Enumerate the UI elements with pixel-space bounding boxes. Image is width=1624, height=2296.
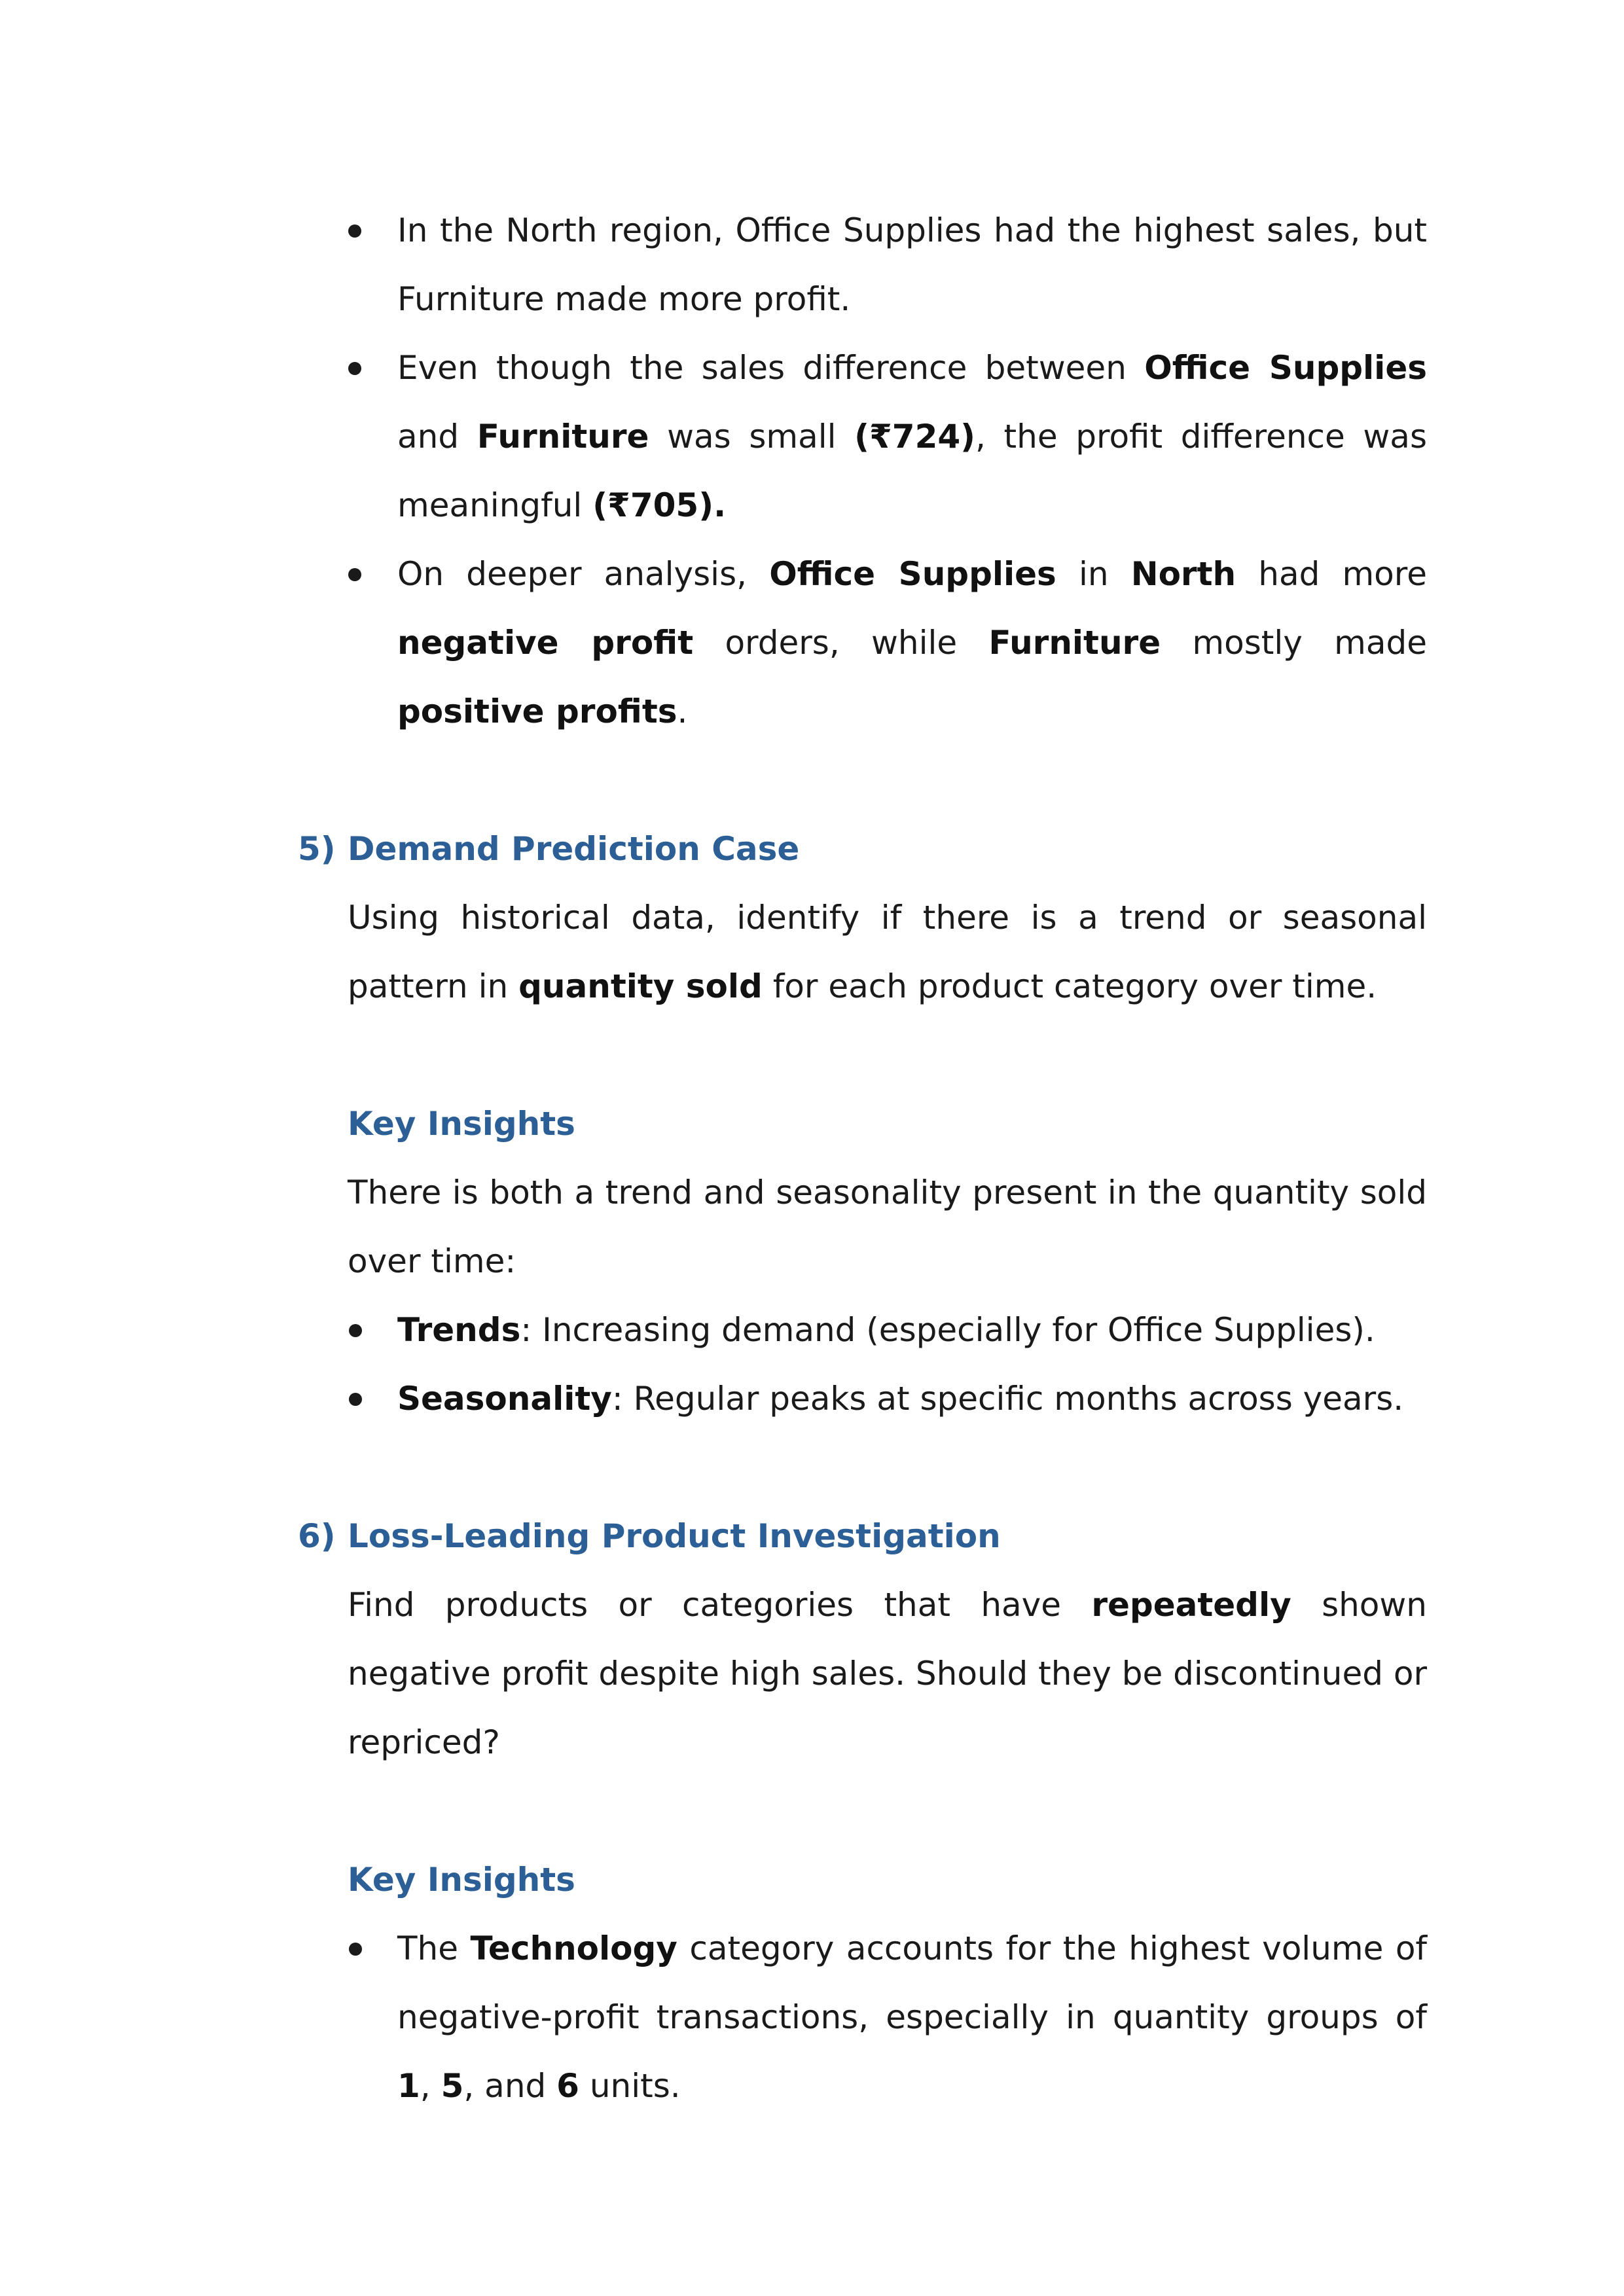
bold-text: 6 [556, 2067, 579, 2105]
text: Even though the sales difference between [397, 349, 1145, 387]
text: shown negative profit despite high sales. Should they be discontinued or repriced? [348, 1586, 1427, 1761]
section-5-insights-list [348, 1296, 1427, 1433]
section-number: 6) [298, 1517, 336, 1555]
bold-text: Trends [397, 1311, 521, 1349]
section-6-question [298, 1571, 1427, 1777]
list-item [298, 334, 1427, 540]
text: : Increasing demand (especially for Office Supplies). [520, 1311, 1375, 1349]
bold-text: Office Supplies [769, 555, 1056, 593]
bold-text: negative profit [397, 624, 694, 662]
text: . [677, 692, 688, 730]
bold-text: Technology [470, 1929, 677, 1967]
section-5-heading [298, 815, 1427, 884]
section-5-insights-wrapper [298, 1296, 1427, 1433]
section-5-question [298, 884, 1427, 1021]
north-region-insights-list [298, 196, 1427, 746]
bold-text: quantity sold [518, 967, 763, 1005]
text: Using historical data, identify if there is a trend or seasonal pattern in [348, 899, 1427, 1005]
text: units. [579, 2067, 681, 2105]
text: The [397, 1929, 471, 1967]
section-6-insights-wrapper [298, 1914, 1427, 2121]
bold-text: North [1130, 555, 1236, 593]
bold-text: 1 [397, 2067, 420, 2105]
section-6-key-insights-heading: Key Insights [348, 1861, 575, 1899]
text: had more [1236, 555, 1427, 593]
bullet-icon [349, 1943, 362, 1956]
list-item [298, 196, 1427, 334]
bold-text: (₹724) [854, 418, 976, 456]
text: , [420, 2067, 441, 2105]
text: in [1056, 555, 1131, 593]
bullet-icon [348, 568, 361, 581]
page-content [298, 196, 1427, 2121]
bullet-icon [349, 1393, 362, 1406]
bold-text: Furniture [988, 624, 1161, 662]
list-item [348, 1365, 1427, 1433]
bold-text: Furniture [477, 418, 649, 456]
section-5-insights-intro: There is both a trend and seasonality present in the quantity sold over time: [348, 1174, 1427, 1280]
bold-text: Office Supplies [1144, 349, 1427, 387]
text: , the profit difference was meaningful [397, 418, 1427, 524]
text: mostly made [1161, 624, 1427, 662]
text: and [397, 418, 477, 456]
text: In the North region, Office Supplies had the highest sales, but Furniture made more profit. [397, 211, 1427, 318]
section-number: 5) [298, 830, 336, 868]
bullet-icon [349, 1324, 362, 1337]
bold-text: positive profits [397, 692, 677, 730]
section-5-key-insights-heading: Key Insights [348, 1105, 575, 1143]
text: for each product category over time. [762, 967, 1377, 1005]
list-item [348, 1296, 1427, 1365]
text: On deeper analysis, [397, 555, 770, 593]
bold-text: (₹705). [592, 486, 727, 524]
text: category accounts for the highest volume of negative-profit transactions, especially in quantity groups of [397, 1929, 1428, 2036]
text: Find products or categories that have [348, 1586, 1092, 1624]
section-6-insights-list [348, 1914, 1427, 2121]
text: : Regular peaks at specific months across years. [611, 1380, 1404, 1418]
list-item [298, 540, 1427, 746]
text: was small [649, 418, 855, 456]
section-6-heading [298, 1502, 1427, 1571]
bold-text: 5 [441, 2067, 464, 2105]
bold-text: repeatedly [1091, 1586, 1291, 1624]
bullet-icon [348, 224, 361, 238]
bullet-icon [348, 362, 361, 375]
section-title: Loss-Leading Product Investigation [348, 1517, 1001, 1555]
text: , and [463, 2067, 557, 2105]
bold-text: Seasonality [397, 1380, 612, 1418]
section-title: Demand Prediction Case [348, 830, 800, 868]
text: orders, while [693, 624, 989, 662]
list-item [348, 1914, 1427, 2121]
